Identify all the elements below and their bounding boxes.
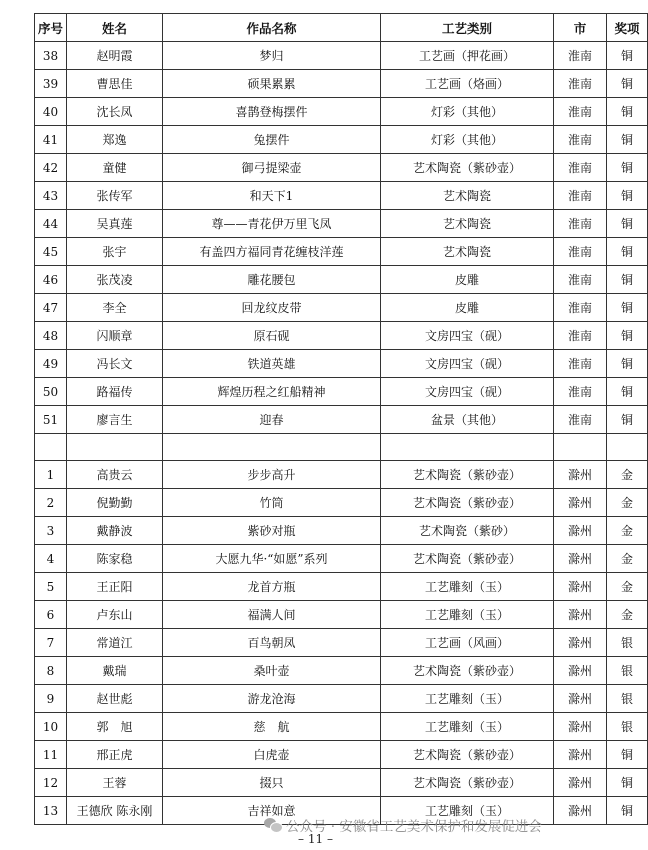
empty-cell xyxy=(554,434,607,461)
cell-work: 有盖四方福同青花缠枝洋莲 xyxy=(163,238,381,266)
table-row xyxy=(35,741,648,769)
cell-work: 尊——青花伊万里飞凤 xyxy=(163,210,381,238)
cell-city: 淮南 xyxy=(554,42,607,70)
awards-table xyxy=(34,13,648,825)
cell-work: 慈 航 xyxy=(163,713,381,741)
cell-work: 迎春 xyxy=(163,406,381,434)
cell-category: 艺术陶瓷（紫砂壶） xyxy=(381,154,554,182)
cell-city: 滁州 xyxy=(554,573,607,601)
table-body xyxy=(35,42,648,825)
cell-category: 工艺雕刻（玉） xyxy=(381,601,554,629)
header-category: 工艺类别 xyxy=(381,14,554,42)
cell-work: 百鸟朝凤 xyxy=(163,629,381,657)
cell-award: 金 xyxy=(607,573,648,601)
cell-name: 闪顺章 xyxy=(67,322,163,350)
header-name: 姓名 xyxy=(67,14,163,42)
cell-award: 金 xyxy=(607,601,648,629)
cell-category: 灯彩（其他） xyxy=(381,98,554,126)
table-row xyxy=(35,713,648,741)
table-row xyxy=(35,378,648,406)
cell-name: 张茂凌 xyxy=(67,266,163,294)
empty-cell xyxy=(607,434,648,461)
cell-name: 戴瑞 xyxy=(67,657,163,685)
cell-city: 淮南 xyxy=(554,294,607,322)
cell-city: 滁州 xyxy=(554,545,607,573)
cell-category: 工艺雕刻（玉） xyxy=(381,713,554,741)
cell-no: 50 xyxy=(35,378,67,406)
cell-city: 滁州 xyxy=(554,741,607,769)
cell-no: 10 xyxy=(35,713,67,741)
cell-name: 廖言生 xyxy=(67,406,163,434)
cell-city: 滁州 xyxy=(554,713,607,741)
cell-city: 滁州 xyxy=(554,657,607,685)
table-row xyxy=(35,182,648,210)
cell-category: 灯彩（其他） xyxy=(381,126,554,154)
cell-category: 艺术陶瓷 xyxy=(381,182,554,210)
cell-award: 金 xyxy=(607,461,648,489)
cell-category: 艺术陶瓷（紫砂壶） xyxy=(381,769,554,797)
cell-city: 滁州 xyxy=(554,769,607,797)
cell-work: 白虎壶 xyxy=(163,741,381,769)
cell-city: 滁州 xyxy=(554,685,607,713)
cell-award: 金 xyxy=(607,489,648,517)
wechat-icon xyxy=(264,818,282,832)
empty-cell xyxy=(35,434,67,461)
cell-award: 铜 xyxy=(607,238,648,266)
cell-no: 2 xyxy=(35,489,67,517)
cell-city: 滁州 xyxy=(554,629,607,657)
cell-category: 工艺雕刻（玉） xyxy=(381,573,554,601)
cell-award: 铜 xyxy=(607,182,648,210)
table-row xyxy=(35,406,648,434)
cell-city: 淮南 xyxy=(554,406,607,434)
table-row xyxy=(35,461,648,489)
table-row xyxy=(35,601,648,629)
cell-name: 张宇 xyxy=(67,238,163,266)
header-city: 市 xyxy=(554,14,607,42)
header-no: 序号 xyxy=(35,14,67,42)
cell-no: 46 xyxy=(35,266,67,294)
table-row xyxy=(35,685,648,713)
cell-award: 铜 xyxy=(607,42,648,70)
cell-name: 常道江 xyxy=(67,629,163,657)
cell-work: 福满人间 xyxy=(163,601,381,629)
cell-category: 工艺画（烙画） xyxy=(381,70,554,98)
cell-no: 40 xyxy=(35,98,67,126)
cell-city: 滁州 xyxy=(554,797,607,825)
cell-no: 6 xyxy=(35,601,67,629)
cell-no: 3 xyxy=(35,517,67,545)
cell-category: 艺术陶瓷 xyxy=(381,210,554,238)
cell-category: 艺术陶瓷 xyxy=(381,238,554,266)
cell-no: 41 xyxy=(35,126,67,154)
cell-city: 滁州 xyxy=(554,517,607,545)
cell-category: 工艺雕刻（玉） xyxy=(381,685,554,713)
cell-work: 兔摆件 xyxy=(163,126,381,154)
cell-name: 倪勤勤 xyxy=(67,489,163,517)
table-row xyxy=(35,70,648,98)
empty-cell xyxy=(381,434,554,461)
cell-category: 皮雕 xyxy=(381,266,554,294)
cell-no: 13 xyxy=(35,797,67,825)
cell-work: 大愿九华·“如愿”系列 xyxy=(163,545,381,573)
cell-award: 铜 xyxy=(607,70,648,98)
table-row xyxy=(35,238,648,266)
cell-work: 梦归 xyxy=(163,42,381,70)
table-row xyxy=(35,657,648,685)
table-row xyxy=(35,769,648,797)
cell-work: 竹筒 xyxy=(163,489,381,517)
cell-name: 王德欣 陈永刚 xyxy=(67,797,163,825)
cell-name: 戴静波 xyxy=(67,517,163,545)
table-row xyxy=(35,629,648,657)
cell-award: 铜 xyxy=(607,294,648,322)
cell-city: 滁州 xyxy=(554,489,607,517)
cell-no: 43 xyxy=(35,182,67,210)
table-row xyxy=(35,210,648,238)
cell-name: 童健 xyxy=(67,154,163,182)
cell-work: 龙首方瓶 xyxy=(163,573,381,601)
table-row xyxy=(35,573,648,601)
cell-award: 银 xyxy=(607,657,648,685)
cell-name: 冯长文 xyxy=(67,350,163,378)
cell-no: 11 xyxy=(35,741,67,769)
table-row xyxy=(35,266,648,294)
cell-no: 44 xyxy=(35,210,67,238)
cell-work: 铁道英雄 xyxy=(163,350,381,378)
cell-award: 金 xyxy=(607,517,648,545)
cell-work: 御弓提梁壶 xyxy=(163,154,381,182)
cell-award: 铜 xyxy=(607,378,648,406)
table-row xyxy=(35,517,648,545)
cell-no: 7 xyxy=(35,629,67,657)
cell-category: 皮雕 xyxy=(381,294,554,322)
header-award: 奖项 xyxy=(607,14,648,42)
cell-category: 艺术陶瓷（紫砂） xyxy=(381,517,554,545)
cell-award: 银 xyxy=(607,713,648,741)
empty-cell xyxy=(67,434,163,461)
cell-city: 淮南 xyxy=(554,350,607,378)
cell-no: 5 xyxy=(35,573,67,601)
cell-award: 铜 xyxy=(607,126,648,154)
cell-name: 路福传 xyxy=(67,378,163,406)
cell-category: 文房四宝（砚） xyxy=(381,322,554,350)
cell-work: 回龙纹皮带 xyxy=(163,294,381,322)
cell-city: 滁州 xyxy=(554,461,607,489)
cell-work: 紫砂对瓶 xyxy=(163,517,381,545)
cell-award: 铜 xyxy=(607,406,648,434)
table-row xyxy=(35,322,648,350)
cell-work: 辉煌历程之红船精神 xyxy=(163,378,381,406)
cell-award: 银 xyxy=(607,685,648,713)
cell-category: 工艺画（押花画） xyxy=(381,42,554,70)
table-row xyxy=(35,98,648,126)
cell-name: 王蓉 xyxy=(67,769,163,797)
cell-work: 桑叶壶 xyxy=(163,657,381,685)
cell-name: 卢东山 xyxy=(67,601,163,629)
cell-award: 铜 xyxy=(607,154,648,182)
cell-award: 铜 xyxy=(607,322,648,350)
cell-city: 淮南 xyxy=(554,98,607,126)
cell-name: 高贵云 xyxy=(67,461,163,489)
cell-category: 艺术陶瓷（紫砂壶） xyxy=(381,489,554,517)
header-work: 作品名称 xyxy=(163,14,381,42)
cell-work: 游龙沧海 xyxy=(163,685,381,713)
cell-award: 银 xyxy=(607,629,648,657)
cell-city: 淮南 xyxy=(554,238,607,266)
cell-city: 淮南 xyxy=(554,378,607,406)
cell-name: 郑逸 xyxy=(67,126,163,154)
cell-no: 9 xyxy=(35,685,67,713)
cell-city: 淮南 xyxy=(554,182,607,210)
cell-no: 8 xyxy=(35,657,67,685)
cell-work: 喜鹊登梅摆件 xyxy=(163,98,381,126)
cell-work: 吉祥如意 xyxy=(163,797,381,825)
cell-name: 王正阳 xyxy=(67,573,163,601)
table-row xyxy=(35,126,648,154)
cell-category: 工艺雕刻（玉） xyxy=(381,797,554,825)
cell-category: 盆景（其他） xyxy=(381,406,554,434)
cell-name: 曹思佳 xyxy=(67,70,163,98)
table-row xyxy=(35,350,648,378)
cell-category: 艺术陶瓷（紫砂壶） xyxy=(381,461,554,489)
table-row xyxy=(35,545,648,573)
table-spacer-row xyxy=(35,434,648,461)
cell-work: 原石砚 xyxy=(163,322,381,350)
cell-no: 42 xyxy=(35,154,67,182)
cell-category: 艺术陶瓷（紫砂壶） xyxy=(381,657,554,685)
cell-city: 淮南 xyxy=(554,210,607,238)
cell-name: 赵世彪 xyxy=(67,685,163,713)
cell-award: 铜 xyxy=(607,797,648,825)
cell-category: 艺术陶瓷（紫砂壶） xyxy=(381,545,554,573)
header-row xyxy=(35,14,648,42)
cell-name: 吴真莲 xyxy=(67,210,163,238)
cell-award: 金 xyxy=(607,545,648,573)
cell-no: 49 xyxy=(35,350,67,378)
cell-no: 47 xyxy=(35,294,67,322)
cell-award: 铜 xyxy=(607,98,648,126)
cell-no: 12 xyxy=(35,769,67,797)
cell-work: 和天下1 xyxy=(163,182,381,210)
cell-no: 48 xyxy=(35,322,67,350)
cell-work: 硕果累累 xyxy=(163,70,381,98)
page-number: – 11 – xyxy=(298,832,333,846)
cell-no: 39 xyxy=(35,70,67,98)
cell-category: 文房四宝（砚） xyxy=(381,378,554,406)
cell-category: 工艺画（风画） xyxy=(381,629,554,657)
table-row xyxy=(35,154,648,182)
cell-name: 李全 xyxy=(67,294,163,322)
cell-category: 艺术陶瓷（紫砂壶） xyxy=(381,741,554,769)
cell-no: 4 xyxy=(35,545,67,573)
cell-category: 文房四宝（砚） xyxy=(381,350,554,378)
cell-work: 掇只 xyxy=(163,769,381,797)
cell-award: 铜 xyxy=(607,210,648,238)
cell-no: 38 xyxy=(35,42,67,70)
cell-no: 45 xyxy=(35,238,67,266)
cell-work: 雕花腰包 xyxy=(163,266,381,294)
table-row xyxy=(35,42,648,70)
cell-name: 张传军 xyxy=(67,182,163,210)
cell-award: 铜 xyxy=(607,741,648,769)
table-row xyxy=(35,489,648,517)
cell-city: 淮南 xyxy=(554,266,607,294)
cell-city: 滁州 xyxy=(554,601,607,629)
cell-award: 铜 xyxy=(607,769,648,797)
table-row xyxy=(35,294,648,322)
cell-no: 1 xyxy=(35,461,67,489)
watermark-text: 公众号 · 安徽省工艺美术保护和发展促进会 xyxy=(286,819,542,835)
cell-work: 步步高升 xyxy=(163,461,381,489)
cell-name: 邢正虎 xyxy=(67,741,163,769)
cell-name: 陈家稳 xyxy=(67,545,163,573)
cell-city: 淮南 xyxy=(554,154,607,182)
cell-no: 51 xyxy=(35,406,67,434)
cell-city: 淮南 xyxy=(554,322,607,350)
cell-city: 淮南 xyxy=(554,70,607,98)
cell-award: 铜 xyxy=(607,350,648,378)
empty-cell xyxy=(163,434,381,461)
cell-city: 淮南 xyxy=(554,126,607,154)
cell-name: 沈长凤 xyxy=(67,98,163,126)
cell-award: 铜 xyxy=(607,266,648,294)
cell-name: 郭 旭 xyxy=(67,713,163,741)
cell-name: 赵明霞 xyxy=(67,42,163,70)
